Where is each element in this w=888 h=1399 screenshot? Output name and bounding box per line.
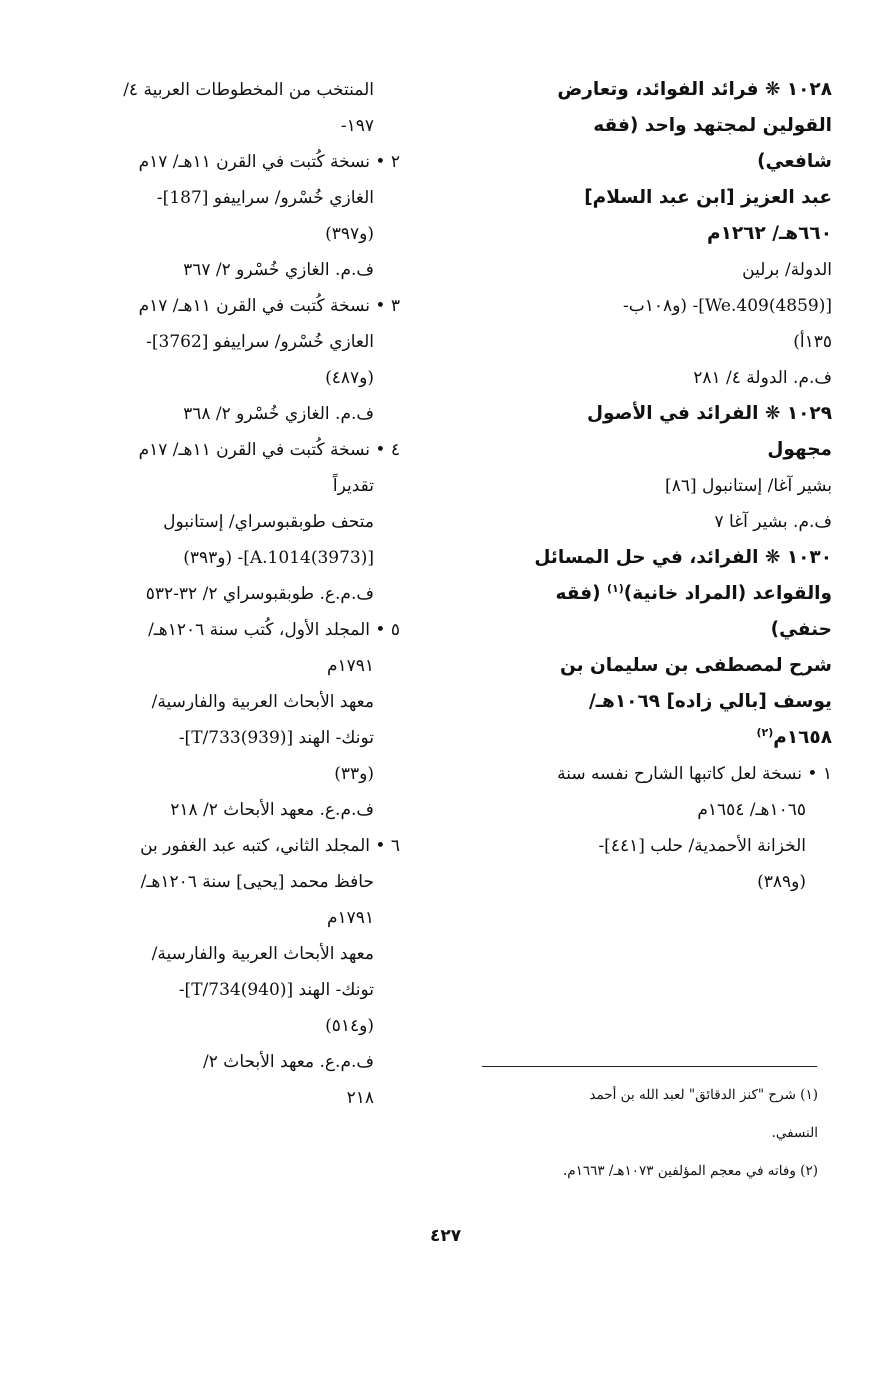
entry-1029-author: مجهول <box>767 439 832 460</box>
entry-1030-copy-1-line-2: ١٠٦٥هـ/ ١٦٥٤م <box>697 800 806 820</box>
left-line-18: معهد الأبحاث العربية والفارسية/ <box>151 692 374 712</box>
entry-1030-title-text: والقواعد (المراد خانية) <box>623 583 832 604</box>
left-line-19: تونك- الهند [(939)T/733]- <box>178 728 374 748</box>
entry-1028-author-date: ٦٦٠هـ/ ١٢٦٢م <box>707 223 832 244</box>
entry-1028-title-line-2: القولين لمجتهد واحد (فقه <box>593 115 832 136</box>
entry-1030-author-line-1: شرح لمصطفى بن سليمان بن <box>559 655 832 676</box>
left-line-24: ١٧٩١م <box>326 908 374 928</box>
left-line-20: (و٣٣) <box>334 764 374 784</box>
left-line-10: ف.م. الغازي خُسْرو ٢/ ٣٦٨ <box>183 404 374 424</box>
entry-1028-title-line-1: ١٠٢٨ ❋ فرائد الفوائد، وتعارض <box>557 79 832 100</box>
entry-1030-copy-1-line-1: ١ • نسخة لعل كاتبها الشارح نفسه سنة <box>557 764 832 784</box>
left-line-2: ١٩٧- <box>340 116 374 136</box>
entry-1030-copy-1-line-4: (و٣٨٩) <box>757 872 806 892</box>
entry-1029-title: ١٠٢٩ ❋ الفرائد في الأصول <box>587 403 832 424</box>
entry-1028-title-line-3: شافعي) <box>757 151 832 172</box>
entry-1029-location: بشير آغا/ إستانبول [٨٦] <box>665 476 832 496</box>
entry-1030-title-line-1: ١٠٣٠ ❋ الفرائد، في حل المسائل <box>534 547 832 568</box>
left-line-9: (و٤٨٧) <box>325 368 374 388</box>
left-line-13: متحف طوبقبوسراي/ إستانبول <box>163 512 374 532</box>
left-line-11: ٤ • نسخة كُتبت في القرن ١١هـ/ ١٧م <box>138 440 400 460</box>
left-line-14: [(3973)A.1014]- (و٣٩٣) <box>183 548 374 568</box>
footnote-1: (١) شرح "كنز الدقائق" لعبد الله بن أحمد <box>589 1087 818 1103</box>
footnote-1-continued: النسفي. <box>771 1125 818 1141</box>
left-line-3: ٢ • نسخة كُتبت في القرن ١١هـ/ ١٧م <box>138 152 400 172</box>
left-line-17: ١٧٩١م <box>326 656 374 676</box>
left-line-5: (و٣٩٧) <box>325 224 374 244</box>
left-line-16: ٥ • المجلد الأول، كُتب سنة ١٢٠٦هـ/ <box>148 620 400 640</box>
footnote-divider <box>482 1066 817 1067</box>
entry-1028-shelfmark: [(4859)We.409]- (و١٠٨ب- <box>623 296 832 316</box>
entry-1030-author-line-2: يوسف [بالي زاده] ١٠٦٩هـ/ <box>588 691 832 712</box>
page-number: ٤٢٧ <box>430 1226 462 1246</box>
left-line-22: ٦ • المجلد الثاني، كتبه عبد الغفور بن <box>140 836 400 856</box>
left-line-6: ف.م. الغازي خُسْرو ٢/ ٣٦٧ <box>183 260 374 280</box>
left-line-15: ف.م.ع. طوبقبوسراي ٢/ ٣٢-٥٣٢ <box>145 584 374 604</box>
right-column <box>447 72 832 900</box>
left-line-26: تونك- الهند [(940)T/734]- <box>178 980 374 1000</box>
entry-1030-title-line-3: حنفي) <box>770 619 832 640</box>
entry-1028-folios: ١٣٥أ) <box>793 332 832 352</box>
footnotes <box>473 1076 818 1190</box>
entry-1029-catalog-ref: ف.م. بشير آغا ٧ <box>714 512 832 532</box>
entry-1030-subject: (فقه <box>555 583 608 604</box>
left-line-27: (و٥١٤) <box>325 1016 374 1036</box>
left-line-28: ف.م.ع. معهد الأبحاث ٢/ <box>203 1052 374 1072</box>
entry-1030-author-line-3 <box>447 720 832 756</box>
left-line-25: معهد الأبحاث العربية والفارسية/ <box>151 944 374 964</box>
left-line-23: حافظ محمد [يحيى] سنة ١٢٠٦هـ/ <box>140 872 374 892</box>
footnote-marker-1: (١) <box>607 581 624 595</box>
entry-1028-author: عبد العزيز [ابن عبد السلام] <box>584 187 832 208</box>
left-line-1: المنتخب من المخطوطات العربية ٤/ <box>123 80 374 100</box>
entry-1030-author-date: ١٦٥٨م <box>773 727 832 748</box>
left-line-12: تقديراً <box>332 476 374 496</box>
left-line-7: ٣ • نسخة كُتبت في القرن ١١هـ/ ١٧م <box>138 296 400 316</box>
footnote-marker-2: (٢) <box>756 725 774 739</box>
footnote-2: (٢) وفاته في معجم المؤلفين ١٠٧٣هـ/ ١٦٦٣م. <box>562 1163 818 1179</box>
left-line-4: الغازي خُسْرو/ سراييفو [187]- <box>156 188 374 208</box>
entry-1028-catalog-ref: ف.م. الدولة ٤/ ٢٨١ <box>693 368 832 388</box>
left-column <box>70 72 400 1116</box>
entry-1028-location: الدولة/ برلين <box>742 260 832 280</box>
left-line-29: ٢١٨ <box>346 1088 374 1108</box>
entry-1030-title-line-2 <box>447 576 832 612</box>
left-line-21: ف.م.ع. معهد الأبحاث ٢/ ٢١٨ <box>170 800 374 820</box>
entry-1030-copy-1-line-3: الخزانة الأحمدية/ حلب [٤٤١]- <box>598 836 806 856</box>
left-line-8: العازي خُسْرو/ سراييفو [3762]- <box>146 332 374 352</box>
